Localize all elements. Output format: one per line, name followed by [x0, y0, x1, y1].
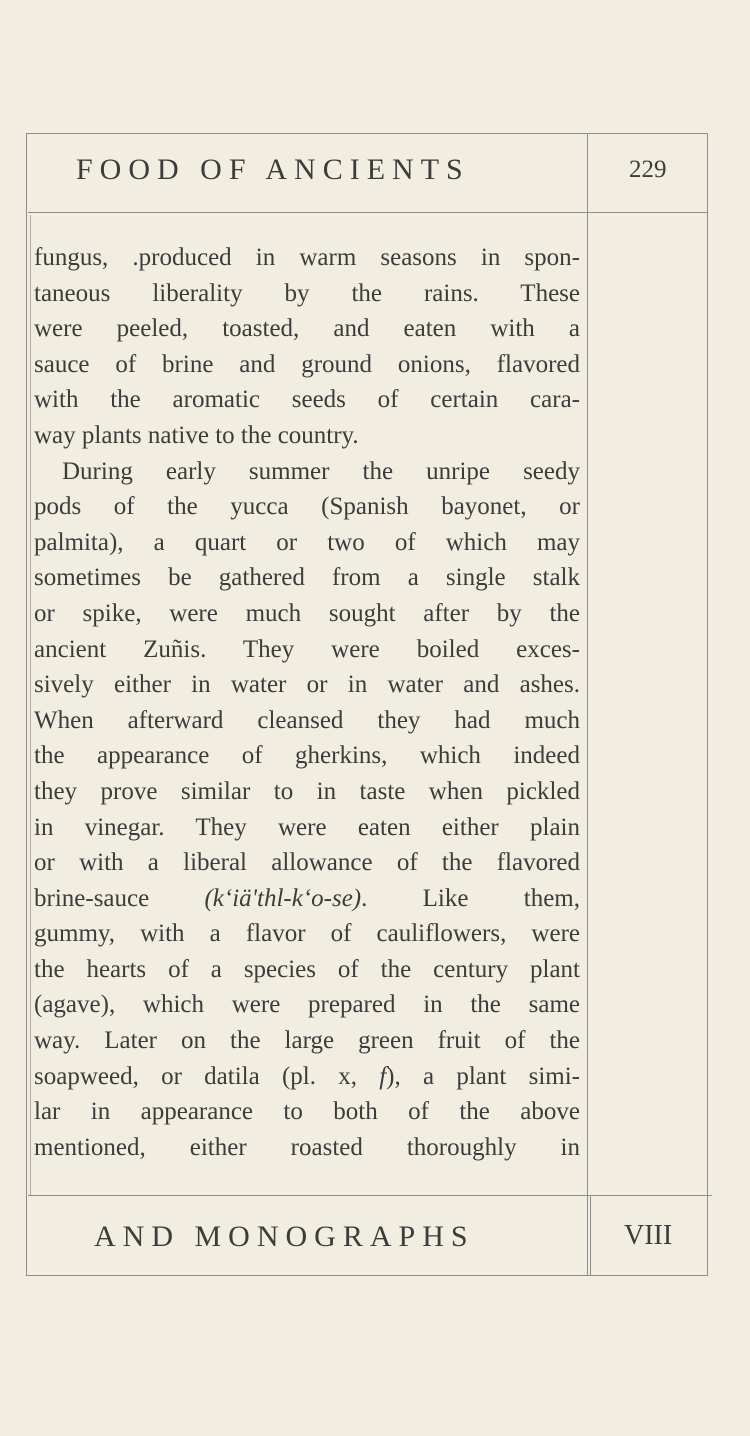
left-margin-rule	[30, 215, 31, 1195]
text-segment: soapweed, or datila (pl. x,	[34, 1062, 380, 1090]
text-line: or with a liberal allowance of the flavored	[34, 849, 580, 877]
text-line: taneous liberality by the rains. These	[34, 279, 580, 307]
plate-figure-letter: f	[379, 1062, 387, 1090]
running-header-title: FOOD OF ANCIENTS	[76, 153, 470, 186]
text-line: were peeled, toasted, and eaten with a	[34, 315, 580, 343]
text-segment: . Like them,	[361, 884, 580, 912]
zuni-term: (k‘iä'thl-k‘o-se)	[204, 884, 362, 912]
volume-number: VIII	[624, 1220, 673, 1251]
text-line: with the aromatic seeds of certain cara-	[34, 386, 580, 414]
text-line: sauce of brine and ground onions, flavored	[34, 350, 580, 378]
text-line: lar in appearance to both of the above	[34, 1098, 580, 1126]
text-line: the hearts of a species of the century plant	[34, 955, 580, 983]
text-line: gummy, with a flavor of cauliflowers, were	[34, 920, 580, 948]
text-line: way plants native to the country.	[34, 421, 359, 449]
running-footer-title: AND MONOGRAPHS	[94, 1220, 475, 1253]
text-line: When afterward cleansed they had much	[34, 706, 580, 734]
text-line: they prove similar to in taste when pickled	[34, 777, 580, 805]
text-line: way. Later on the large green fruit of the	[34, 1027, 580, 1055]
text-line: palmita), a quart or two of which may	[34, 528, 580, 556]
header-divider	[28, 212, 708, 213]
page-number: 229	[629, 156, 667, 183]
text-segment: brine-sauce	[34, 884, 205, 912]
text-segment: ), a plant simi-	[386, 1062, 580, 1090]
text-line	[34, 881, 580, 917]
text-line: the appearance of gherkins, which indeed	[34, 742, 580, 770]
text-line: or spike, were much sought after by the	[34, 599, 580, 627]
paragraph-start-line: During early summer the unripe seedy	[62, 457, 580, 485]
text-line: in vinegar. They were eaten either plain	[34, 813, 580, 841]
text-line: (agave), which were prepared in the same	[34, 991, 580, 1019]
body-text	[34, 240, 580, 1165]
footer-divider	[28, 1195, 712, 1196]
text-line: fungus, .produced in warm seasons in spon-	[34, 244, 580, 271]
right-column-rule	[587, 133, 588, 1276]
text-line: sometimes be gathered from a single stalk	[34, 564, 580, 592]
text-line	[34, 1059, 580, 1095]
text-line: sively either in water or in water and ashes.	[34, 671, 580, 699]
text-line: mentioned, either roasted thoroughly in	[34, 1133, 580, 1161]
footer-column-rule	[590, 1195, 591, 1276]
text-line: pods of the yucca (Spanish bayonet, or	[34, 493, 580, 521]
text-line: ancient Zuñis. They were boiled exces-	[34, 635, 580, 663]
